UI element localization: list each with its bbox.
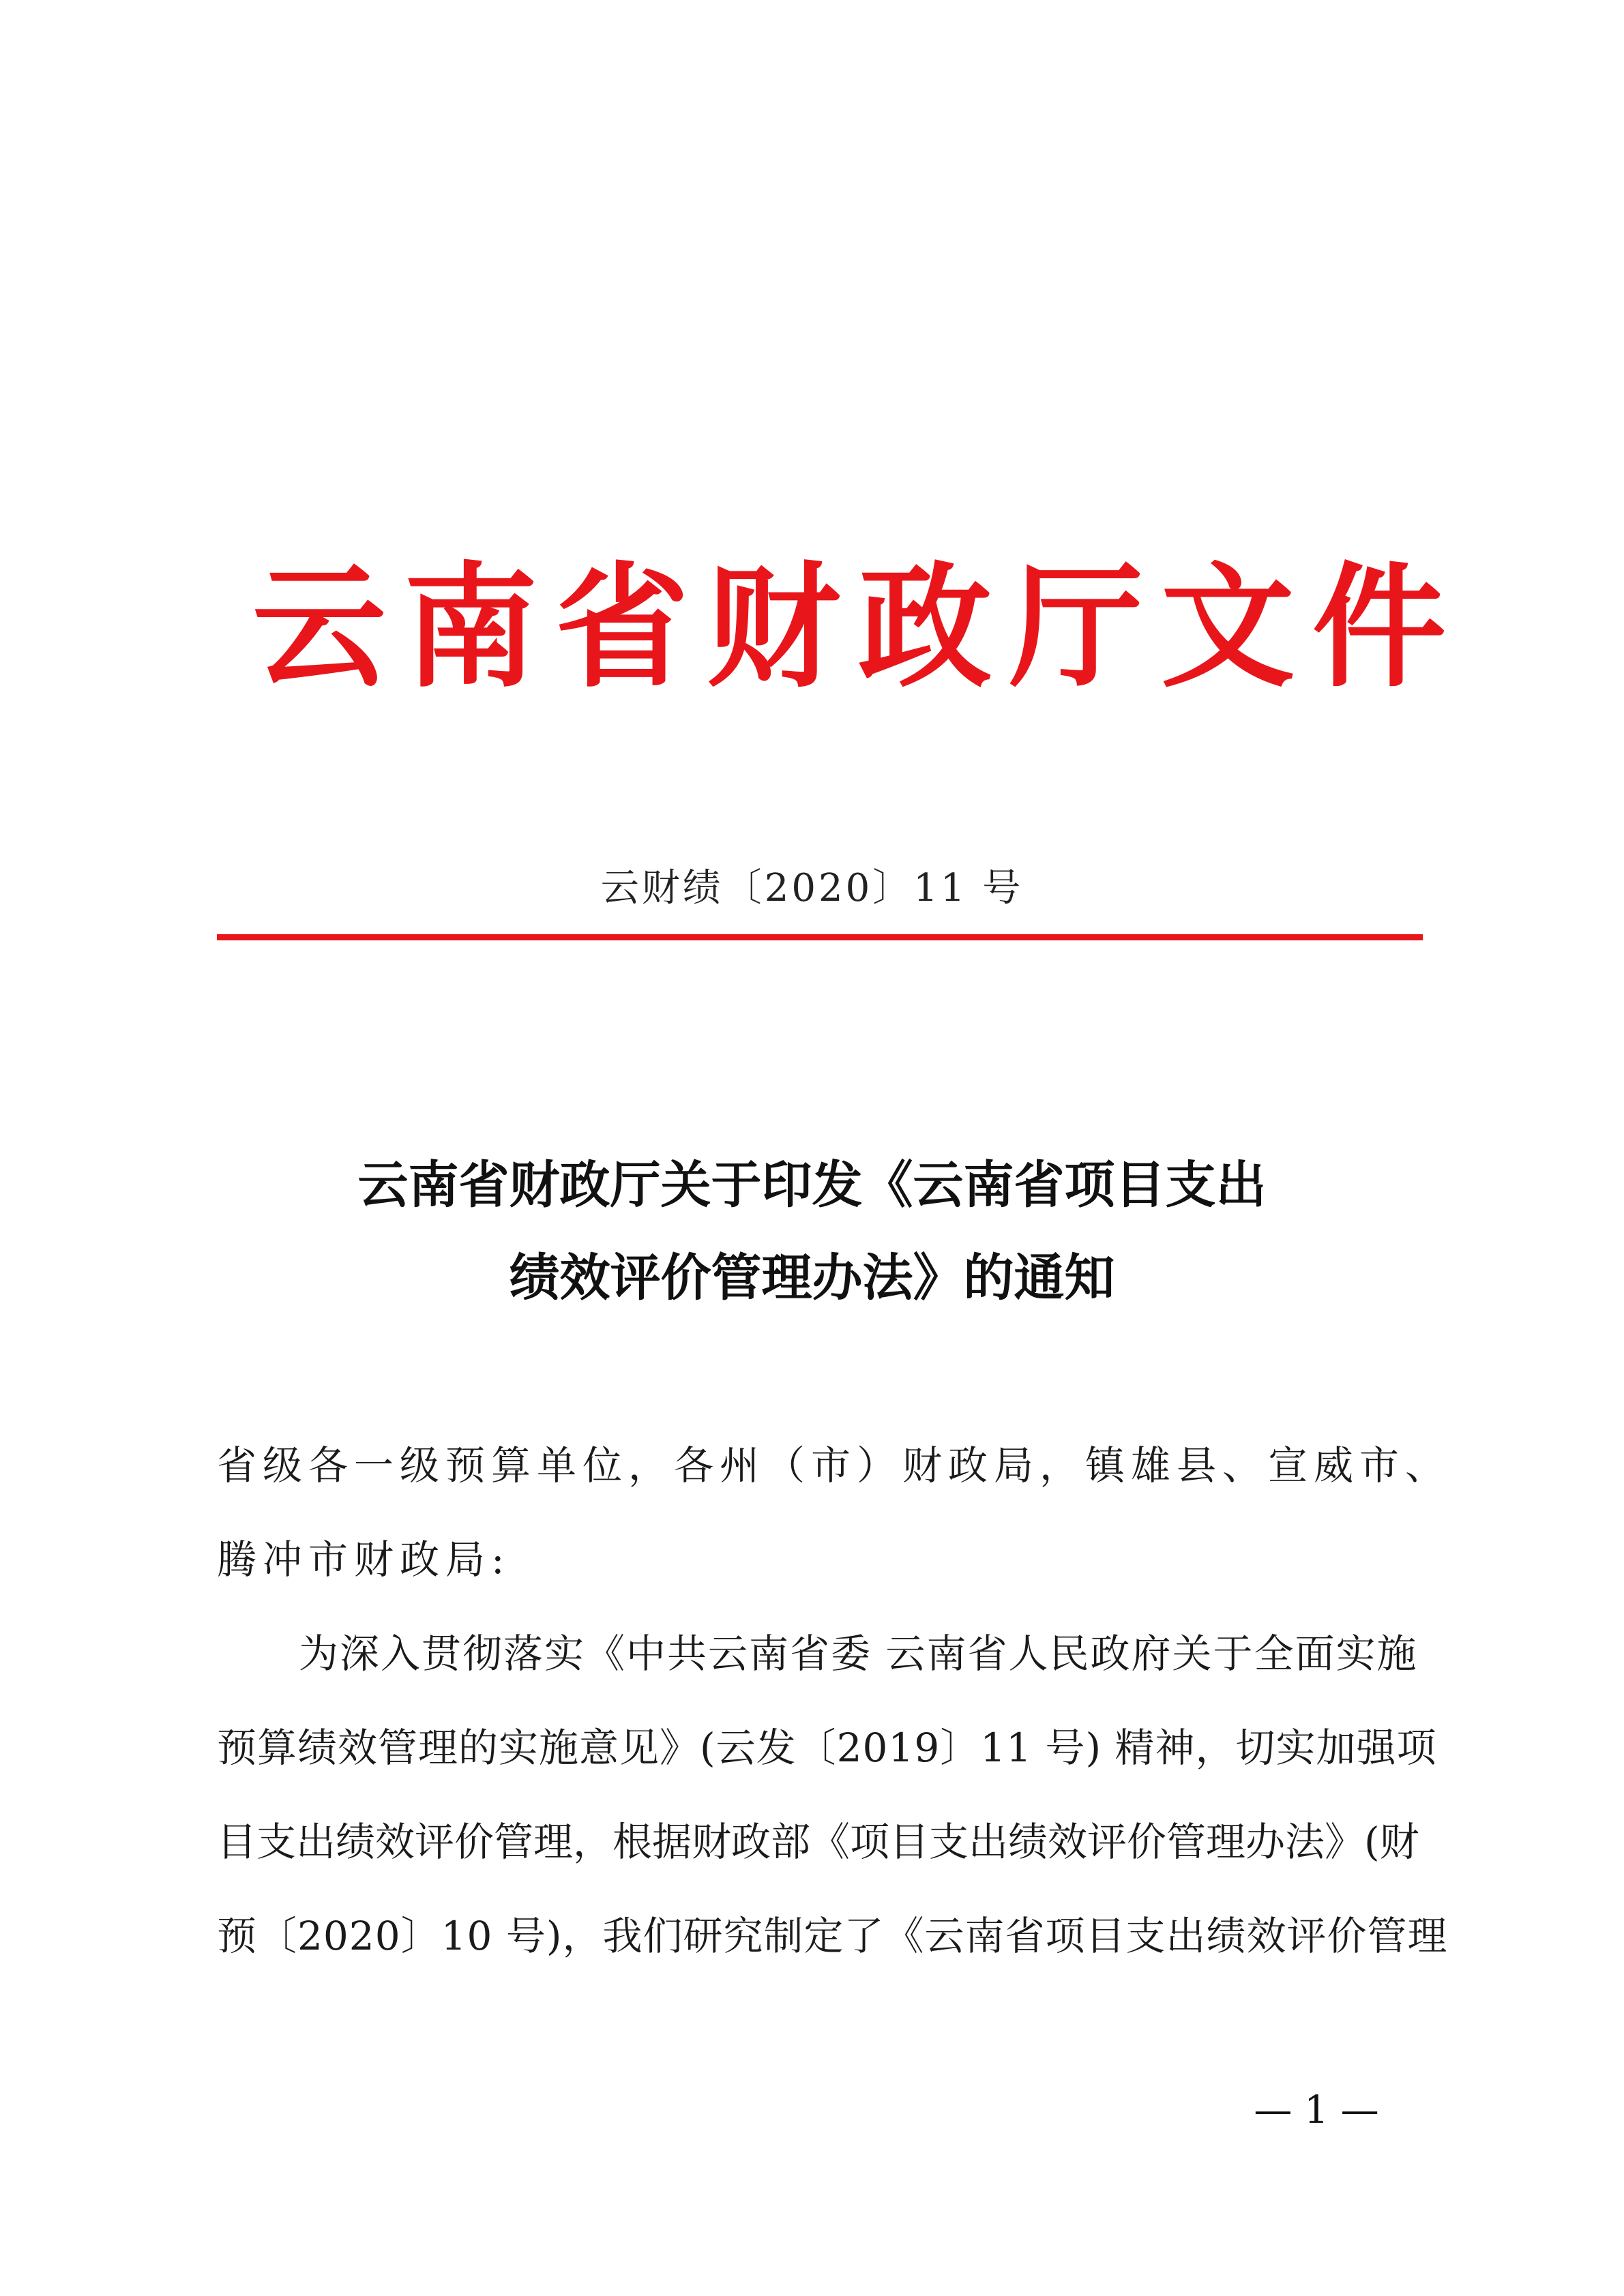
body-paragraph [217, 1607, 1448, 1983]
page-number: — 1 — [1254, 2088, 1379, 2132]
addressee-line-2: 腾冲市财政局: [217, 1536, 511, 1583]
addressee-line-1: 省级各一级预算单位，各州（市）财政局，镇雄县、宣威市、 [217, 1442, 1451, 1489]
red-divider-line [217, 934, 1423, 940]
body-line-3: 目支出绩效评价管理，根据财政部《项目支出绩效评价管理办法》(财 [217, 1819, 1419, 1865]
notice-title-line-2: 绩效评价管理办法》的通知 [509, 1249, 1115, 1307]
body-line-2: 预算绩效管理的实施意见》(云发〔2019〕11 号) 精神，切实加强项 [217, 1725, 1437, 1771]
body-line-4: 预〔2020〕10 号)，我们研究制定了《云南省项目支出绩效评价管理 [217, 1913, 1448, 1959]
notice-title [0, 1139, 1624, 1324]
notice-title-line-1: 云南省财政厅关于印发《云南省项目支出 [357, 1156, 1267, 1214]
body-line-1: 为深入贯彻落实《中共云南省委 云南省人民政府关于全面实施 [299, 1630, 1418, 1677]
document-number: 云财绩〔2020〕11 号 [600, 866, 1024, 910]
addressee-block [217, 1418, 1451, 1607]
document-masthead: 云南省财政厅文件 [252, 549, 1464, 706]
